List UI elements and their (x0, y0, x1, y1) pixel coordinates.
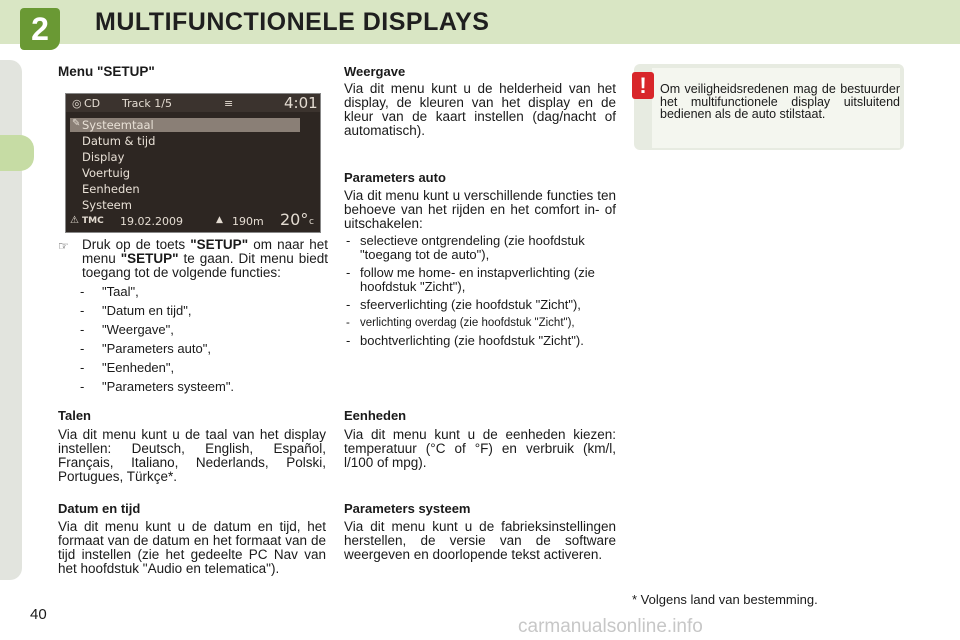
warning-icon: ! (632, 72, 654, 99)
chapter-tab (0, 135, 34, 171)
direction-arrow-icon: ▲ (216, 215, 223, 225)
warning-triangle-icon: ⚠ (70, 215, 79, 226)
intro-mid: om naar het menu (82, 237, 328, 266)
page-number: 40 (30, 606, 47, 623)
list-item: - "Parameters systeem". (78, 380, 328, 394)
screen-tmc: TMC (82, 216, 104, 226)
parameters-auto-heading: Parameters auto (344, 170, 446, 185)
weergave-text: Via dit menu kunt u de helderheid van het display, de kleuren van het display en de kleur van de kaart instellen (dag/nacht of automatisch). (344, 81, 616, 138)
list-item: - "Parameters auto", (78, 342, 328, 356)
screen-temp-unit: c (309, 217, 314, 227)
setup-key: "SETUP" (190, 237, 249, 252)
datum-heading: Datum en tijd (58, 501, 141, 516)
eenheden-heading: Eenheden (344, 408, 407, 423)
pointing-hand-icon: ☞ (58, 239, 69, 253)
setup-key-2: "SETUP" (120, 251, 179, 266)
screen-distance: 190m (232, 215, 264, 228)
parameters-auto-text: Via dit menu kunt u verschillende functies ten behoeve van het rijden en het comfort in- of uitschakelen: (344, 188, 616, 231)
parameters-systeem-heading: Parameters systeem (344, 501, 471, 516)
parameters-auto-list (344, 234, 616, 352)
screen-date: 19.02.2009 (120, 215, 183, 228)
list-item: - sfeerverlichting (zie hoofdstuk "Zicht"), (344, 298, 616, 312)
disc-icon: ◎ (72, 97, 82, 110)
list-item: - "Eenheden", (78, 361, 328, 375)
menu-item-eenheden: Eenheden (82, 182, 140, 196)
list-item: - follow me home- en instapverlichting (zie hoofdstuk "Zicht"), (344, 266, 616, 294)
list-item: - "Datum en tijd", (78, 304, 328, 318)
list-item: - bochtverlichting (zie hoofdstuk "Zicht"). (344, 334, 616, 348)
menu-item-systeem: Systeem (82, 198, 132, 212)
list-icon: ≡ (224, 97, 234, 110)
list-item: - "Taal", (78, 285, 328, 299)
screen-track: Track 1/5 (122, 97, 172, 110)
list-item: - "Weergave", (78, 323, 328, 337)
list-item: - verlichting overdag (zie hoofdstuk "Zicht"), (344, 316, 616, 330)
function-list (78, 285, 328, 394)
menu-item-datum-tijd: Datum & tijd (82, 134, 156, 148)
list-item: - selectieve ontgrendeling (zie hoofdstuk "toegang tot de auto"), (344, 234, 616, 262)
screen-time: 4:01 (284, 94, 318, 112)
intro-prefix: Druk op de toets (82, 237, 191, 252)
parameters-systeem-text: Via dit menu kunt u de fabrieksinstellingen herstellen, de versie van de software weergeven en doorlopende tekst activeren. (344, 519, 616, 562)
menu-item-voertuig: Voertuig (82, 166, 131, 180)
setup-screen-image (65, 93, 321, 233)
page-title: MULTIFUNCTIONELE DISPLAYS (95, 8, 490, 36)
watermark: carmanualsonline.info (518, 616, 703, 637)
chapter-number: 2 (20, 8, 60, 50)
weergave-heading: Weergave (344, 64, 406, 79)
menu-item-display: Display (82, 150, 125, 164)
menu-item-systeemtaal: Systeemtaal (82, 118, 154, 132)
datum-text: Via dit menu kunt u de datum en tijd, het formaat van de datum en het formaat van de tijd instellen (zie het gedeelte PC Nav van het hoofdstuk "Audio en telematica"). (58, 519, 326, 576)
eenheden-text: Via dit menu kunt u de eenheden kiezen: temperatuur (°C of °F) en verbruik (km/l, l/100 of mpg). (344, 427, 616, 470)
menu-setup-heading: Menu "SETUP" (58, 64, 155, 79)
tool-icon: ✎ (72, 118, 81, 129)
setup-intro (58, 238, 328, 399)
screen-source: CD (84, 97, 101, 110)
screen-temperature: 20° (280, 210, 309, 229)
intro-suffix: te gaan. Dit menu biedt toegang tot de volgende functies: (82, 251, 328, 280)
warning-text: Om veiligheidsredenen mag de bestuurder het multifunctionele display uitsluitend bedienen als de auto stilstaat. (660, 82, 900, 121)
talen-text: Via dit menu kunt u de taal van het display instellen: Deutsch, English, Español, Français, Italiano, Nederlands, Polski, Portugues, Türkçe*. (58, 427, 326, 484)
talen-heading: Talen (58, 408, 91, 423)
footnote: * Volgens land van bestemming. (632, 592, 818, 607)
